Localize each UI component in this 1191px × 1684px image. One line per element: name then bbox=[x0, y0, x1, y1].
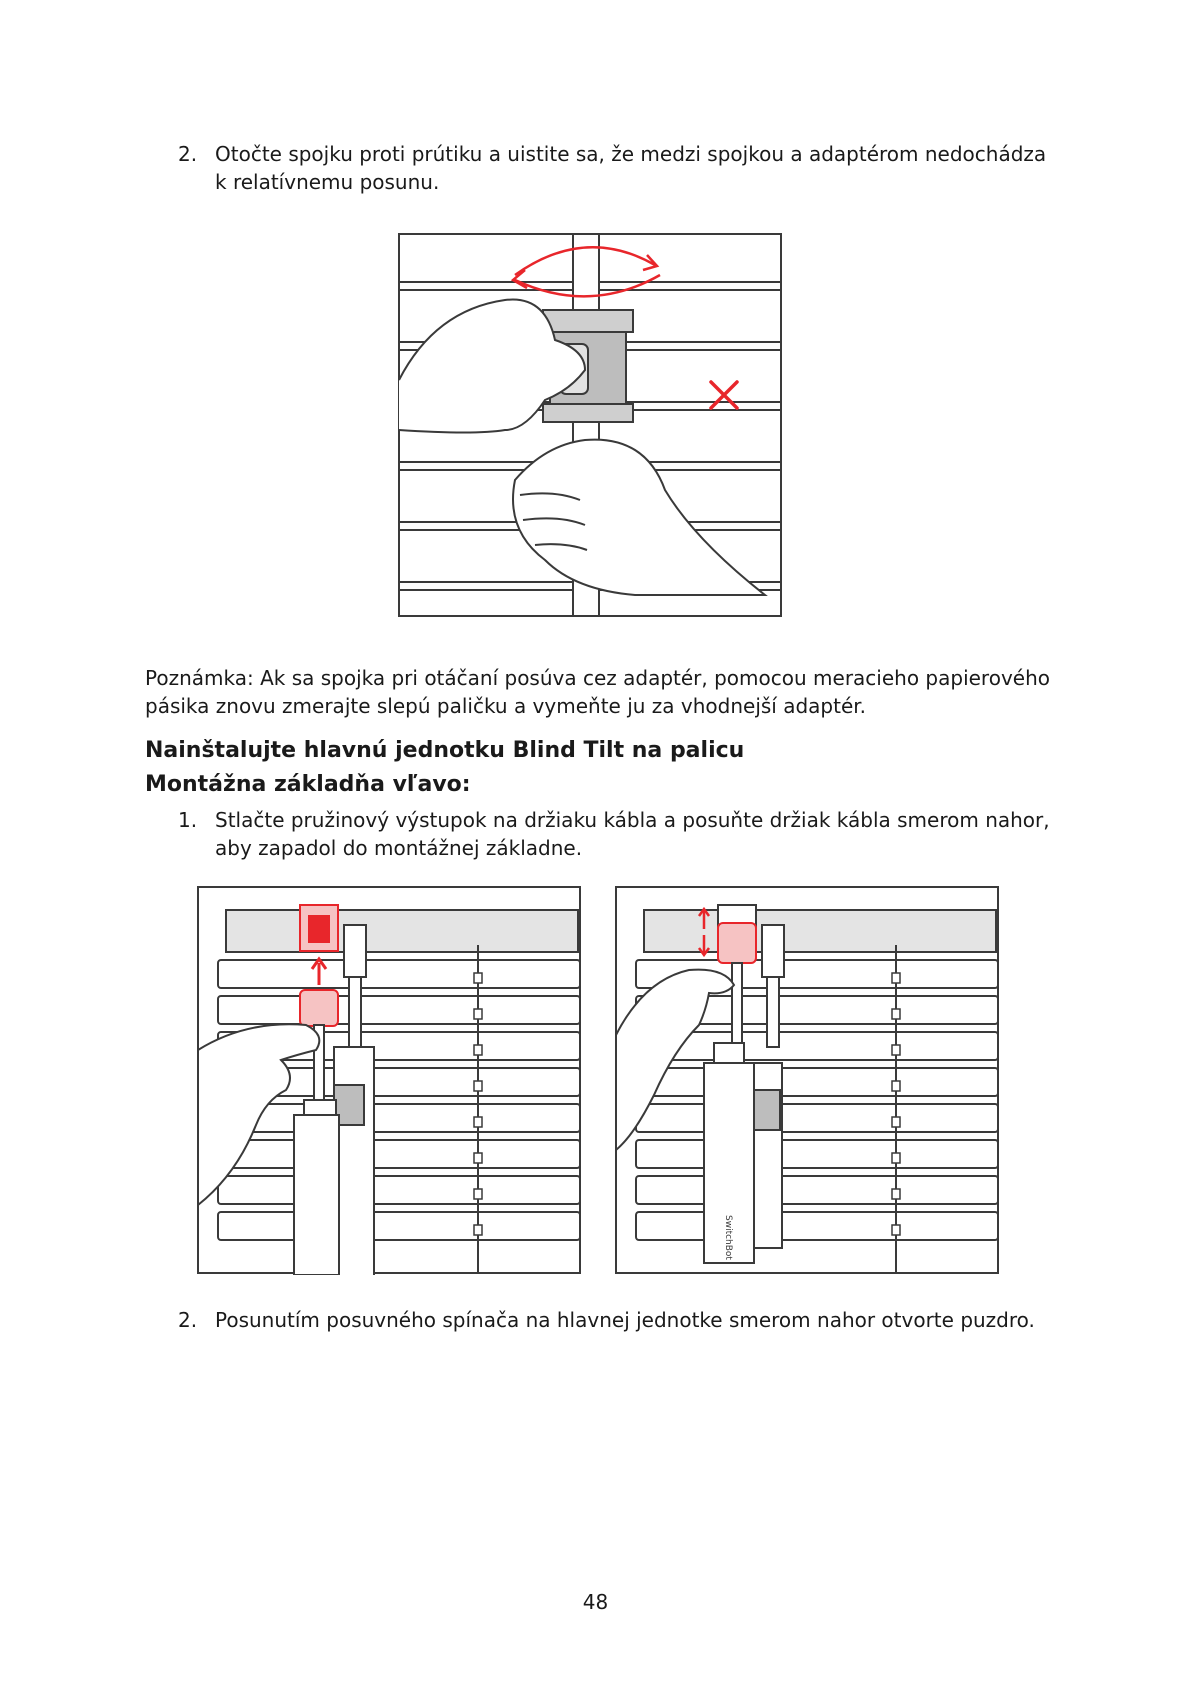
list-number: 2. bbox=[178, 1308, 198, 1332]
list-number: 2. bbox=[178, 142, 198, 166]
step-text-line2: aby zapadol do montážnej základne. bbox=[215, 836, 583, 860]
page-number: 48 bbox=[582, 1590, 609, 1614]
note-line2: pásika znovu zmerajte slepú paličku a vymeňte ju za vhodnejší adaptér. bbox=[145, 694, 867, 718]
figure-cable-holder-left bbox=[196, 885, 582, 1275]
note-line1: Poznámka: Ak sa spojka pri otáčaní posúva cez adaptér, pomocou meracieho papierového bbox=[145, 666, 1050, 690]
figure-rotate-coupling bbox=[395, 230, 785, 620]
step-text-line2: k relatívnemu posunu. bbox=[215, 170, 440, 194]
section-heading: Nainštalujte hlavnú jednotku Blind Tilt na palicu bbox=[145, 738, 745, 763]
device-brand-label: SwitchBot bbox=[723, 1215, 733, 1260]
step-text: Posunutím posuvného spínača na hlavnej jednotke smerom nahor otvorte puzdro. bbox=[215, 1308, 1035, 1332]
step-text-line1: Otočte spojku proti prútiku a uistite sa, že medzi spojkou a adaptérom nedochádza bbox=[215, 142, 1047, 166]
figure-cable-holder-right bbox=[614, 885, 1000, 1275]
list-number: 1. bbox=[178, 808, 198, 832]
subsection-heading: Montážna základňa vľavo: bbox=[145, 772, 471, 797]
step-text-line1: Stlačte pružinový výstupok na držiaku kábla a posuňte držiak kábla smerom nahor, bbox=[215, 808, 1050, 832]
